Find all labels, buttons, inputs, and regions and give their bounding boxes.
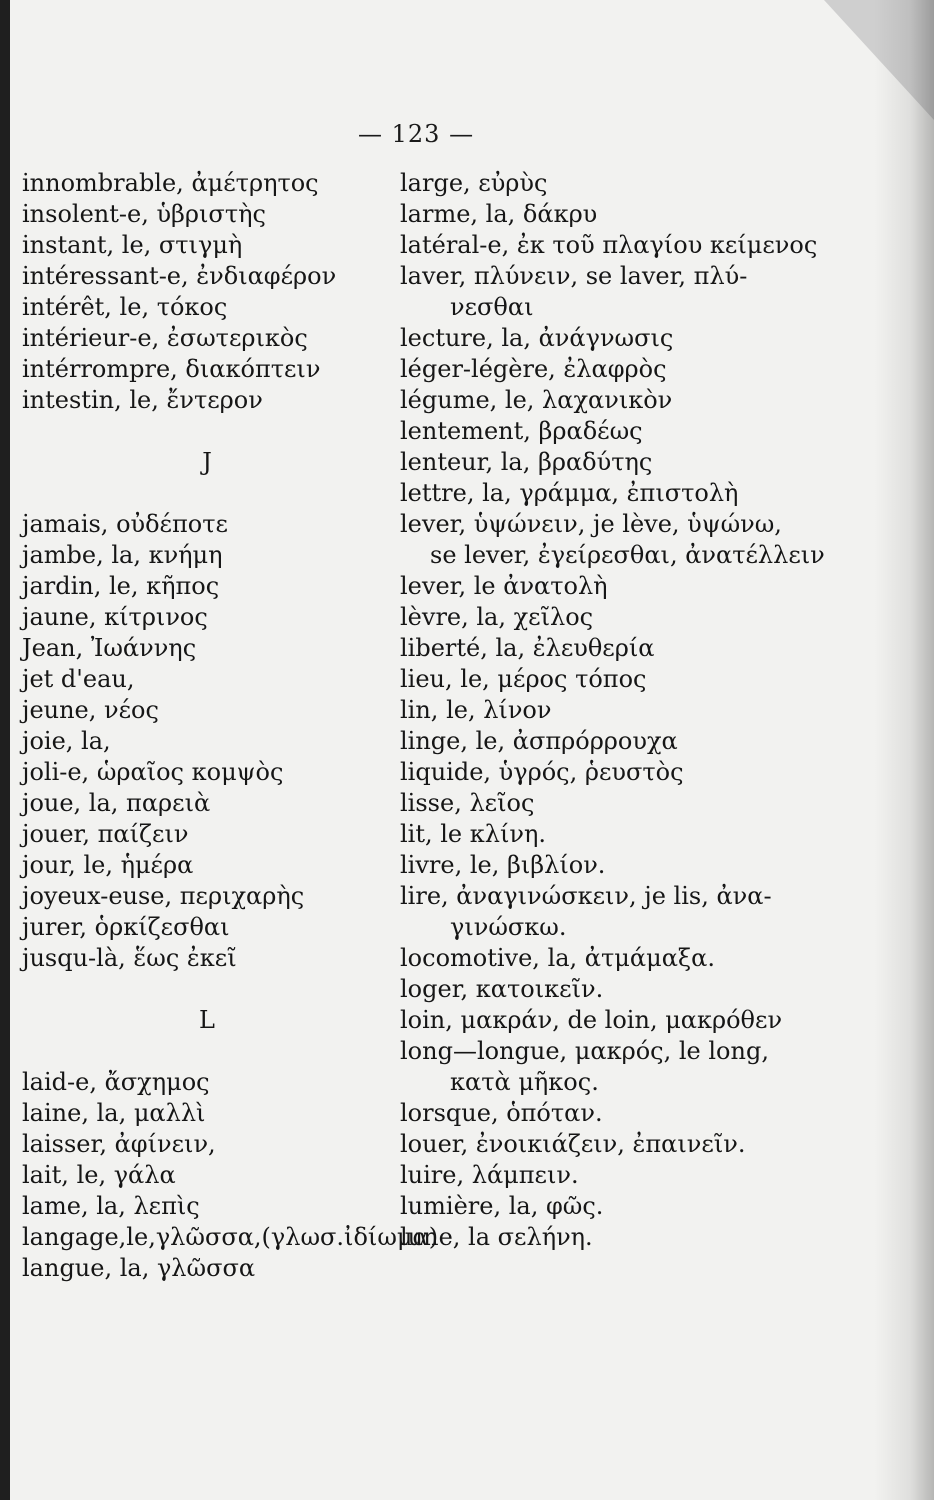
dictionary-entry: langage,le,γλῶσσα,(γλωσ.ἰδίωμα) [22,1223,439,1251]
section-letter: L [199,1006,215,1034]
dictionary-entry: jambe, la, κνήμη [22,541,223,569]
dictionary-entry: lait, le, γάλα [22,1161,176,1189]
dictionary-entry: larme, la, δάκρυ [400,200,598,228]
dictionary-entry: lettre, la, γράμμα, ἐπιστολὴ [400,479,739,507]
dictionary-entry: jeune, νέος [22,696,159,724]
dictionary-entry: lecture, la, ἀνάγνωσις [400,324,674,352]
dictionary-entry: jardin, le, κῆπος [22,572,220,600]
dictionary-entry-continuation: νεσθαι [450,293,534,321]
dictionary-entry: laid-e, ἄσχημος [22,1068,210,1096]
dictionary-entry: intérêt, le, τόκος [22,293,228,321]
dictionary-entry: linge, le, ἀσπρόρρουχα [400,727,678,755]
dictionary-entry: langue, la, γλῶσσα [22,1254,256,1282]
dictionary-entry: jouer, παίζειν [22,820,189,848]
dictionary-entry: intéressant-e, ἐνδιαφέρον [22,262,337,290]
dictionary-entry: lentement, βραδέως [400,417,643,445]
dictionary-entry: liquide, ὑγρός, ῥευστὸς [400,758,684,786]
dictionary-entry: instant, le, στιγμὴ [22,231,243,259]
spacer [22,478,392,509]
dictionary-entry: livre, le, βιβλίον. [400,851,606,879]
dictionary-entry: insolent-e, ὑβριστὴς [22,200,266,228]
dictionary-entry: jurer, ὁρκίζεσθαι [22,913,230,941]
dictionary-entry: large, εὐρὺς [400,169,548,197]
dictionary-entry: lit, le κλίνη. [400,820,546,848]
right-column [400,168,920,1253]
dictionary-entry: intérrompre, διακόπτειν [22,355,321,383]
book-page [10,0,934,1500]
dictionary-entry: intérieur-e, ἐσωτερικὸς [22,324,308,352]
spacer [22,416,392,447]
dictionary-entry-continuation: κατὰ μῆκος. [450,1068,599,1096]
dictionary-entry: luire, λάμπειν. [400,1161,579,1189]
dictionary-entry: joie, la, [22,727,111,755]
dictionary-entry: lieu, le, μέρος τόπος [400,665,647,693]
dictionary-entry: long—longue, μακρός, le long, [400,1037,769,1065]
dictionary-entry: jour, le, ἡμέρα [22,851,194,879]
dictionary-entry: lire, ἀναγινώσκειν, je lis, ἀνα- [400,882,772,910]
dictionary-entry: jusqu-là, ἕως ἐκεῖ [22,944,237,972]
dictionary-entry: lumière, la, φῶς. [400,1192,604,1220]
spacer [22,974,392,1005]
left-column [22,168,439,1284]
dictionary-entry: lever, le ἀνατολὴ [400,572,608,600]
dictionary-entry: Jean, Ἰωάννης [22,634,197,662]
page-corner-fold [824,0,934,120]
dictionary-entry-continuation: se lever, ἐγείρεσθαι, ἀνατέλλειν [430,541,825,569]
dictionary-entry: léger-légère, ἐλαφρὸς [400,355,667,383]
dictionary-entry: locomotive, la, ἀτμάμαξα. [400,944,715,972]
dictionary-entry: lisse, λεῖος [400,789,535,817]
dictionary-entry: lin, le, λίνον [400,696,552,724]
dictionary-entry: lever, ὑψώνειν, je lève, ὑψώνω, [400,510,782,538]
dictionary-entry: laver, πλύνειν, se laver, πλύ- [400,262,748,290]
dictionary-entry: loin, μακράν, de loin, μακρόθεν [400,1006,783,1034]
dictionary-entry: joyeux-euse, περιχαρὴς [22,882,305,910]
dictionary-entry: loger, κατοικεῖν. [400,975,604,1003]
dictionary-entry: jamais, οὐδέποτε [22,510,228,538]
dictionary-entry: lame, la, λεπὶς [22,1192,200,1220]
dictionary-entry: joli-e, ὡραῖος κομψὸς [22,758,284,786]
dictionary-entry: jaune, κίτρινος [22,603,208,631]
dictionary-entry: innombrable, ἀμέτρητος [22,169,319,197]
dictionary-entry: intestin, le, ἔντερον [22,386,263,414]
dictionary-entry: laisser, ἀφίνειν, [22,1130,216,1158]
dictionary-entry: liberté, la, ἐλευθερία [400,634,655,662]
dictionary-entry: lèvre, la, χεῖλος [400,603,594,631]
dictionary-entry-continuation: γινώσκω. [450,913,567,941]
section-letter: J [202,448,212,476]
spacer [22,1036,392,1067]
dictionary-entry: jet d'eau, [22,665,135,693]
dictionary-entry: lorsque, ὁπόταν. [400,1099,603,1127]
dictionary-entry: louer, ἐνοικιάζειν, ἐπαινεῖν. [400,1130,746,1158]
dictionary-entry: laine, la, μαλλὶ [22,1099,206,1127]
dictionary-entry: latéral-e, ἐκ τοῦ πλαγίου κείμενος [400,231,818,259]
page-number: — 123 — [358,120,475,148]
dictionary-entry: lenteur, la, βραδύτης [400,448,653,476]
dictionary-entry: légume, le, λαχανικὸν [400,386,673,414]
dictionary-entry: joue, la, παρειὰ [22,789,211,817]
dictionary-entry: lune, la σελήνη. [400,1223,593,1251]
